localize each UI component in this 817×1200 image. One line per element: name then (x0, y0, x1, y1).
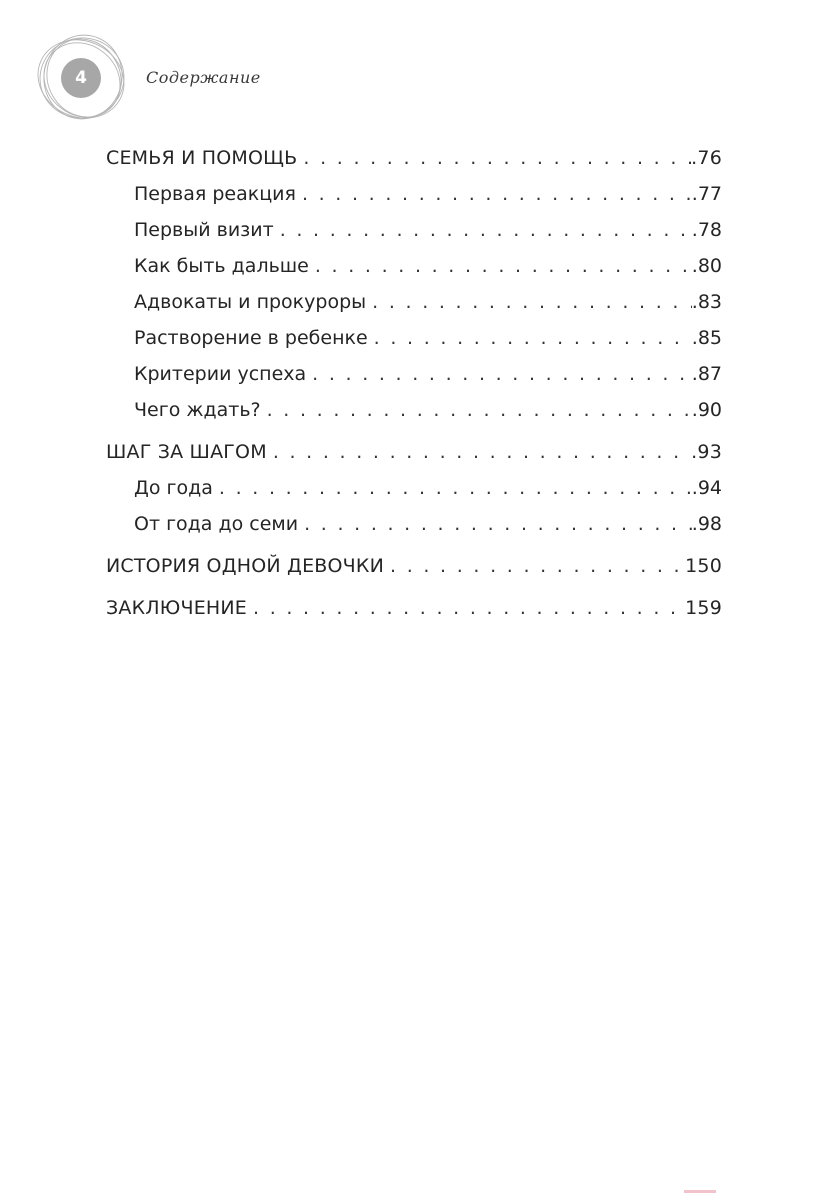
dot-leader (213, 470, 692, 506)
dot-leader (247, 590, 685, 626)
section-title: Содержание (146, 68, 261, 87)
page-header (34, 30, 434, 130)
dot-leader (306, 356, 692, 392)
toc-page-number: .94 (691, 477, 722, 499)
toc-entry-title: Как быть дальше (134, 255, 309, 277)
toc-entry[interactable] (106, 320, 722, 356)
toc-page-number: .93 (691, 441, 722, 463)
toc-page-number: .98 (691, 513, 722, 535)
toc-entry[interactable] (106, 548, 722, 584)
dot-leader (384, 548, 685, 584)
toc-entry-title: ИСТОРИЯ ОДНОЙ ДЕВОЧКИ (106, 555, 385, 577)
toc-page-number: .80 (691, 255, 722, 277)
toc-page-number: .78 (691, 219, 722, 241)
dot-leader (298, 506, 692, 542)
toc-entry-title: Растворение в ребенке (134, 327, 368, 349)
corner-mark (684, 1190, 716, 1193)
toc-page-number: .83 (691, 291, 722, 313)
page-badge (34, 30, 134, 130)
toc-page-number: .90 (691, 399, 722, 421)
toc-entry-title: ЗАКЛЮЧЕНИЕ (106, 597, 248, 619)
toc-page-number: .76 (691, 147, 722, 169)
toc-entry-title: Первая реакция (134, 183, 296, 205)
dot-leader (274, 212, 692, 248)
page-number: 4 (61, 58, 101, 98)
toc-page-number: 150 (685, 555, 722, 577)
toc-entry[interactable] (106, 434, 722, 470)
toc-entry[interactable] (106, 506, 722, 542)
toc-entry-title: ШАГ ЗА ШАГОМ (106, 441, 267, 463)
toc-entry[interactable] (106, 356, 722, 392)
toc-entry-title: Адвокаты и прокуроры (134, 291, 367, 313)
dot-leader (368, 320, 692, 356)
toc-page-number: .85 (691, 327, 722, 349)
toc-entry[interactable] (106, 248, 722, 284)
table-of-contents (106, 140, 722, 626)
dot-leader (261, 392, 692, 428)
dot-leader (297, 140, 691, 176)
toc-entry-title: Чего ждать? (134, 399, 261, 421)
toc-entry[interactable] (106, 470, 722, 506)
dot-leader (366, 284, 692, 320)
toc-page-number: 159 (685, 597, 722, 619)
toc-entry-title: СЕМЬЯ И ПОМОЩЬ (106, 147, 298, 169)
toc-entry-title: До года (134, 477, 213, 499)
toc-entry[interactable] (106, 284, 722, 320)
toc-entry[interactable] (106, 590, 722, 626)
toc-page-number: .87 (691, 363, 722, 385)
toc-entry[interactable] (106, 176, 722, 212)
toc-page-number: .77 (691, 183, 722, 205)
toc-entry[interactable] (106, 140, 722, 176)
toc-entry-title: От года до семи (134, 513, 299, 535)
toc-entry-title: Критерии успеха (134, 363, 307, 385)
toc-entry[interactable] (106, 392, 722, 428)
dot-leader (267, 434, 691, 470)
toc-entry[interactable] (106, 212, 722, 248)
dot-leader (296, 176, 692, 212)
dot-leader (309, 248, 692, 284)
toc-entry-title: Первый визит (134, 219, 274, 241)
